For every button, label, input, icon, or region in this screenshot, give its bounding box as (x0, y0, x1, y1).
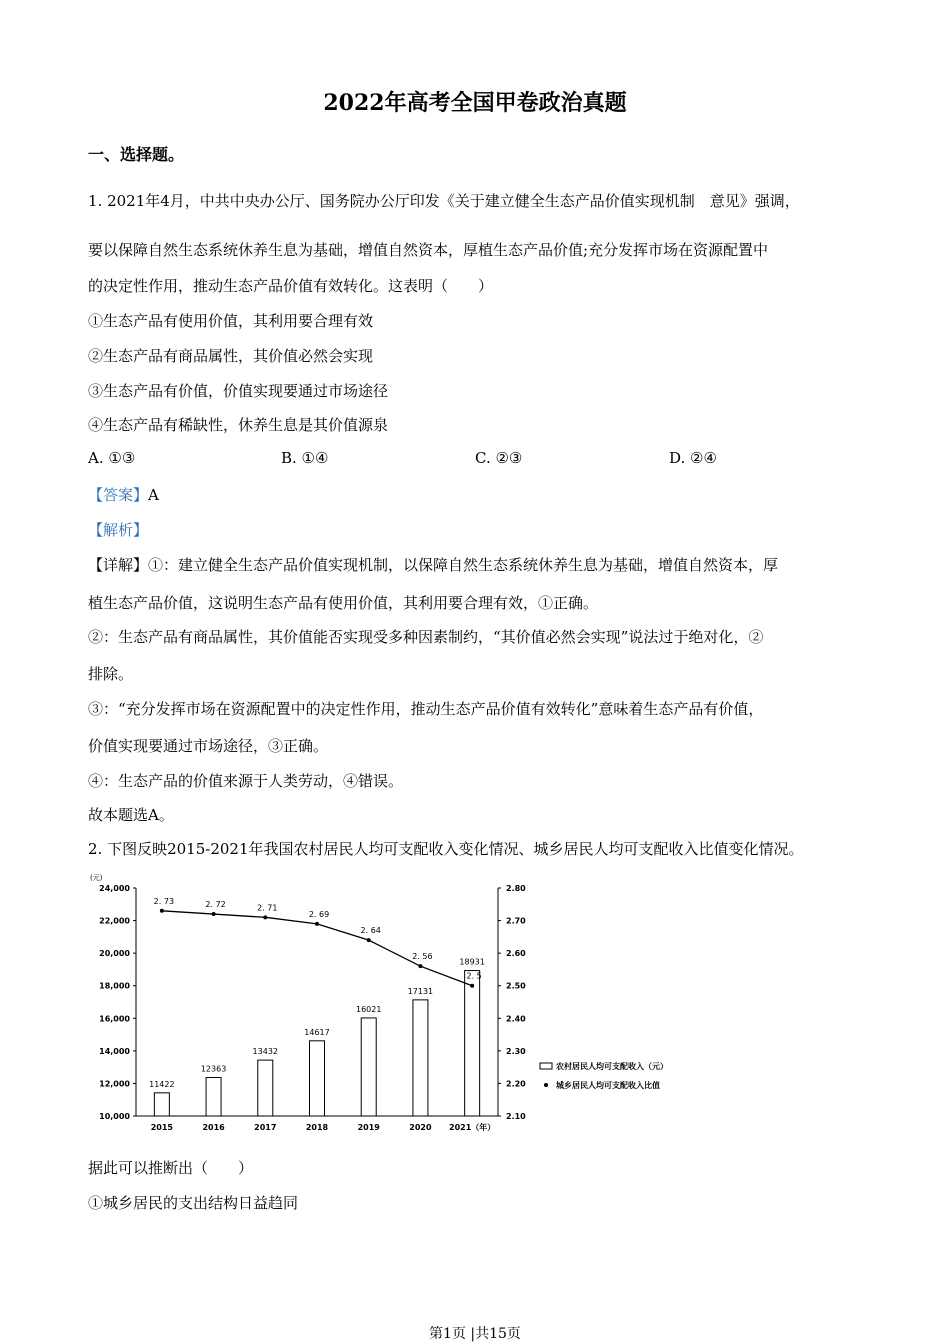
income-bar (361, 1018, 376, 1116)
q1-item: ①生态产品有使用价值，其利用要合理有效 (88, 312, 374, 330)
income-bar-label: 12363 (200, 1064, 227, 1074)
x-tick-label: 2018 (305, 1123, 329, 1132)
ratio-label: 2. 71 (257, 903, 278, 913)
page-title: 2022年高考全国甲卷政治真题 (323, 90, 627, 116)
left-tick-label: 16,000 (99, 1014, 130, 1024)
right-tick-label: 2.20 (506, 1079, 526, 1089)
q1-item: ④生态产品有稀缺性，休养生息是其价值源泉 (88, 416, 389, 434)
q1-answer (88, 484, 159, 505)
x-tick-label: 2017 (254, 1123, 277, 1132)
x-tick-label: 2020 (409, 1123, 432, 1132)
income-chart (88, 866, 698, 1136)
left-tick-label: 22,000 (99, 916, 130, 926)
q1-detail-line: ②：生态产品有商品属性，其价值能否实现受多种因素制约，“其价值必然会实现”说法过于绝对化，② (88, 628, 764, 646)
right-tick-label: 2.30 (506, 1046, 526, 1056)
left-tick-label: 12,000 (99, 1079, 130, 1089)
left-tick-label: 20,000 (99, 949, 130, 959)
right-tick-label: 2.40 (506, 1014, 526, 1024)
income-bar-label: 17131 (407, 986, 434, 996)
q1-option-c: C. ②③ (475, 449, 523, 467)
right-tick-label: 2.60 (506, 949, 526, 959)
left-tick-label: 18,000 (99, 981, 130, 991)
income-bar (206, 1078, 221, 1116)
ratio-point (263, 915, 267, 919)
income-bar (154, 1093, 169, 1116)
ratio-label: 2. 64 (360, 926, 381, 936)
detail-tag: 【详解】 (88, 556, 149, 574)
ratio-point (418, 964, 422, 968)
legend-line-swatch (544, 1083, 548, 1087)
ratio-point (470, 984, 474, 988)
ratio-point (315, 922, 319, 926)
q1-stem-line: 的决定性作用，推动生态产品价值有效转化。这表明（ ） (88, 277, 494, 295)
income-bar-label: 11422 (149, 1079, 175, 1089)
q1-detail-line: 价值实现要通过市场途径，③正确。 (88, 737, 329, 755)
q1-item: ③生态产品有价值，价值实现要通过市场途径 (88, 382, 389, 400)
x-tick-label: 2016 (202, 1123, 225, 1132)
q1-detail-line: 排除。 (88, 665, 134, 683)
left-axis-unit: (元) (90, 874, 103, 882)
income-bar (413, 1000, 428, 1116)
legend-line-label: 城乡居民人均可支配收入比值 (556, 1081, 660, 1090)
income-bar-label: 18931 (459, 957, 485, 967)
right-tick-label: 2.50 (506, 981, 526, 991)
x-tick-label: 2021（年） (449, 1123, 496, 1132)
q1-detail-line: 故本题选A。 (88, 806, 174, 824)
q1-option-b: B. ①④ (281, 449, 329, 467)
analysis-tag: 【解析】 (88, 521, 149, 539)
income-bar (258, 1060, 273, 1116)
q1-detail-line (88, 554, 778, 575)
q2-question: 据此可以推断出（ ） (88, 1159, 254, 1177)
ratio-label: 2. 56 (412, 952, 433, 962)
q2-stem: 2. 下图反映2015-2021年我国农村居民人均可支配收入变化情况、城乡居民人均可支配收入比值变化情况。 (88, 840, 804, 858)
income-bar-label: 14617 (304, 1027, 330, 1037)
q1-detail-line: ④：生态产品的价值来源于人类劳动，④错误。 (88, 772, 404, 790)
page-footer: 第1页 |共15页 (429, 1326, 521, 1342)
q1-detail-line: 植生态产品价值，这说明生态产品有使用价值，其利用要合理有效，①正确。 (88, 594, 599, 612)
q1-option-d: D. ②④ (669, 449, 717, 467)
x-tick-label: 2015 (150, 1123, 173, 1132)
ratio-label: 2. 5 (466, 971, 482, 981)
ratio-label: 2. 73 (153, 896, 175, 906)
right-tick-label: 2.10 (506, 1112, 526, 1121)
ratio-label: 2. 69 (308, 909, 330, 919)
ratio-point (212, 912, 216, 916)
left-tick-label: 14,000 (99, 1046, 130, 1056)
left-tick-label: 10,000 (99, 1112, 130, 1121)
q1-stem-line: 要以保障自然生态系统休养生息为基础，增值自然资本，厚植生态产品价值;充分发挥市场在资源配置中 (88, 241, 769, 259)
q1-option-a: A. ①③ (88, 449, 136, 467)
q1-stem-line: 1. 2021年4月，中共中央办公厅、国务院办公厅印发《关于建立健全生态产品价值实现机制 意见》强调， (88, 192, 800, 210)
detail-text: ①：建立健全生态产品价值实现机制，以保障自然生态系统休养生息为基础，增值自然资本，厚 (148, 556, 779, 574)
right-tick-label: 2.80 (506, 884, 526, 893)
legend-bar-label: 农村居民人均可支配收入（元） (556, 1062, 668, 1071)
ratio-point (367, 938, 371, 942)
right-tick-label: 2.70 (506, 916, 526, 926)
ratio-point (160, 909, 164, 913)
ratio-label: 2. 72 (205, 900, 226, 910)
answer-tag: 【答案】 (88, 486, 149, 504)
q2-item: ①城乡居民的支出结构日益趋同 (88, 1194, 299, 1212)
income-bar (465, 971, 480, 1116)
legend-bar-swatch (540, 1063, 552, 1069)
x-tick-label: 2019 (357, 1123, 380, 1132)
income-bar-label: 13432 (252, 1047, 279, 1057)
answer-value: A (148, 486, 159, 504)
q1-item: ②生态产品有商品属性，其价值必然会实现 (88, 347, 374, 365)
left-tick-label: 24,000 (99, 884, 130, 893)
income-bar (310, 1041, 325, 1116)
q1-detail-line: ③：“充分发挥市场在资源配置中的决定性作用，推动生态产品价值有效转化”意味着生态产品有价值， (88, 700, 764, 718)
section-heading: 一、选择题。 (88, 145, 185, 164)
income-bar-label: 16021 (355, 1004, 382, 1014)
